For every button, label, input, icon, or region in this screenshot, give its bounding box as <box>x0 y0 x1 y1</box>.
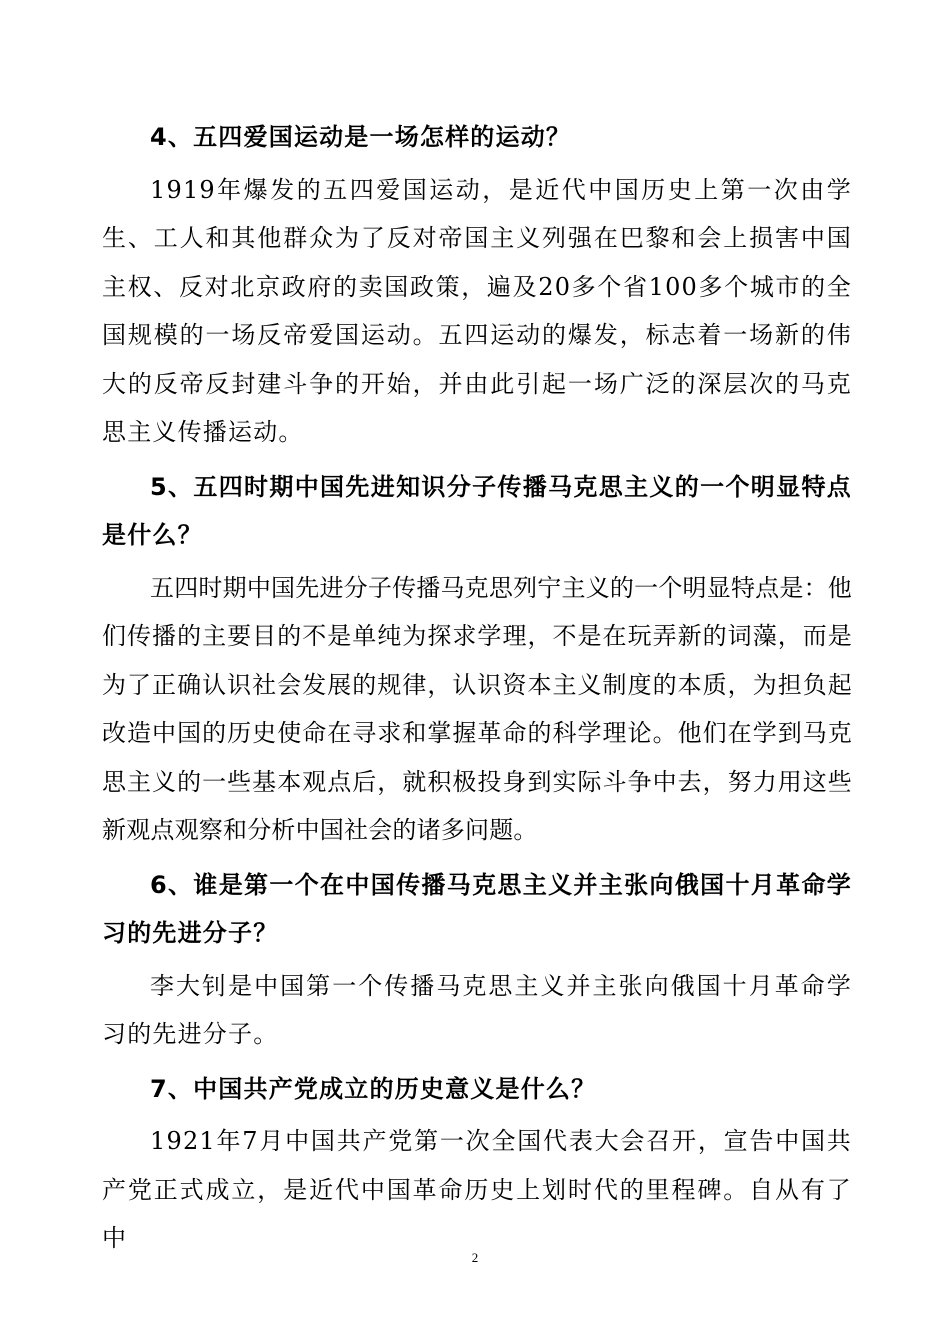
document-body <box>102 113 852 1269</box>
section-paragraph-4: 1919年爆发的五四爱国运动，是近代中国历史上第一次由学生、工人和其他群众为了反对帝国主义列强在巴黎和会上损害中国主权、反对北京政府的卖国政策，遍及20多个省100多个城市的全国规模的一场反帝爱国运动。五四运动的爆发，标志着一场新的伟大的反帝反封建斗争的开始，并由此引起一场广泛的深层次的马克思主义传播运动。 <box>102 175 852 446</box>
section-heading-4: 4、五四爱国运动是一场怎样的运动？ <box>150 123 572 151</box>
page-number: 2 <box>471 1250 479 1265</box>
section-heading-7: 7、中国共产党成立的历史意义是什么？ <box>150 1074 597 1103</box>
section-heading-5: 5、五四时期中国先进知识分子传播马克思主义的一个明显特点是什么？ <box>102 472 852 549</box>
section-paragraph-5: 五四时期中国先进分子传播马克思列宁主义的一个明显特点是：他们传播的主要目的不是单纯为探求学理，不是在玩弄新的词藻，而是为了正确认识社会发展的规律，认识资本主义制度的本质，为担负起改造中国的历史使命在寻求和掌握革命的科学理论。他们在学到马克思主义的一些基本观点后，就积极投身到实际斗争中去，努力用这些新观点观察和分析中国社会的诸多问题。 <box>102 573 852 844</box>
section-paragraph-6: 李大钊是中国第一个传播马克思主义并主张向俄国十月革命学习的先进分子。 <box>102 971 852 1048</box>
section-heading-6: 6、谁是第一个在中国传播马克思主义并主张向俄国十月革命学习的先进分子？ <box>102 870 852 947</box>
section-paragraph-7: 1921年7月中国共产党第一次全国代表大会召开，宣告中国共产党正式成立，是近代中国革命历史上划时代的里程碑。自从有了中 <box>102 1127 852 1252</box>
